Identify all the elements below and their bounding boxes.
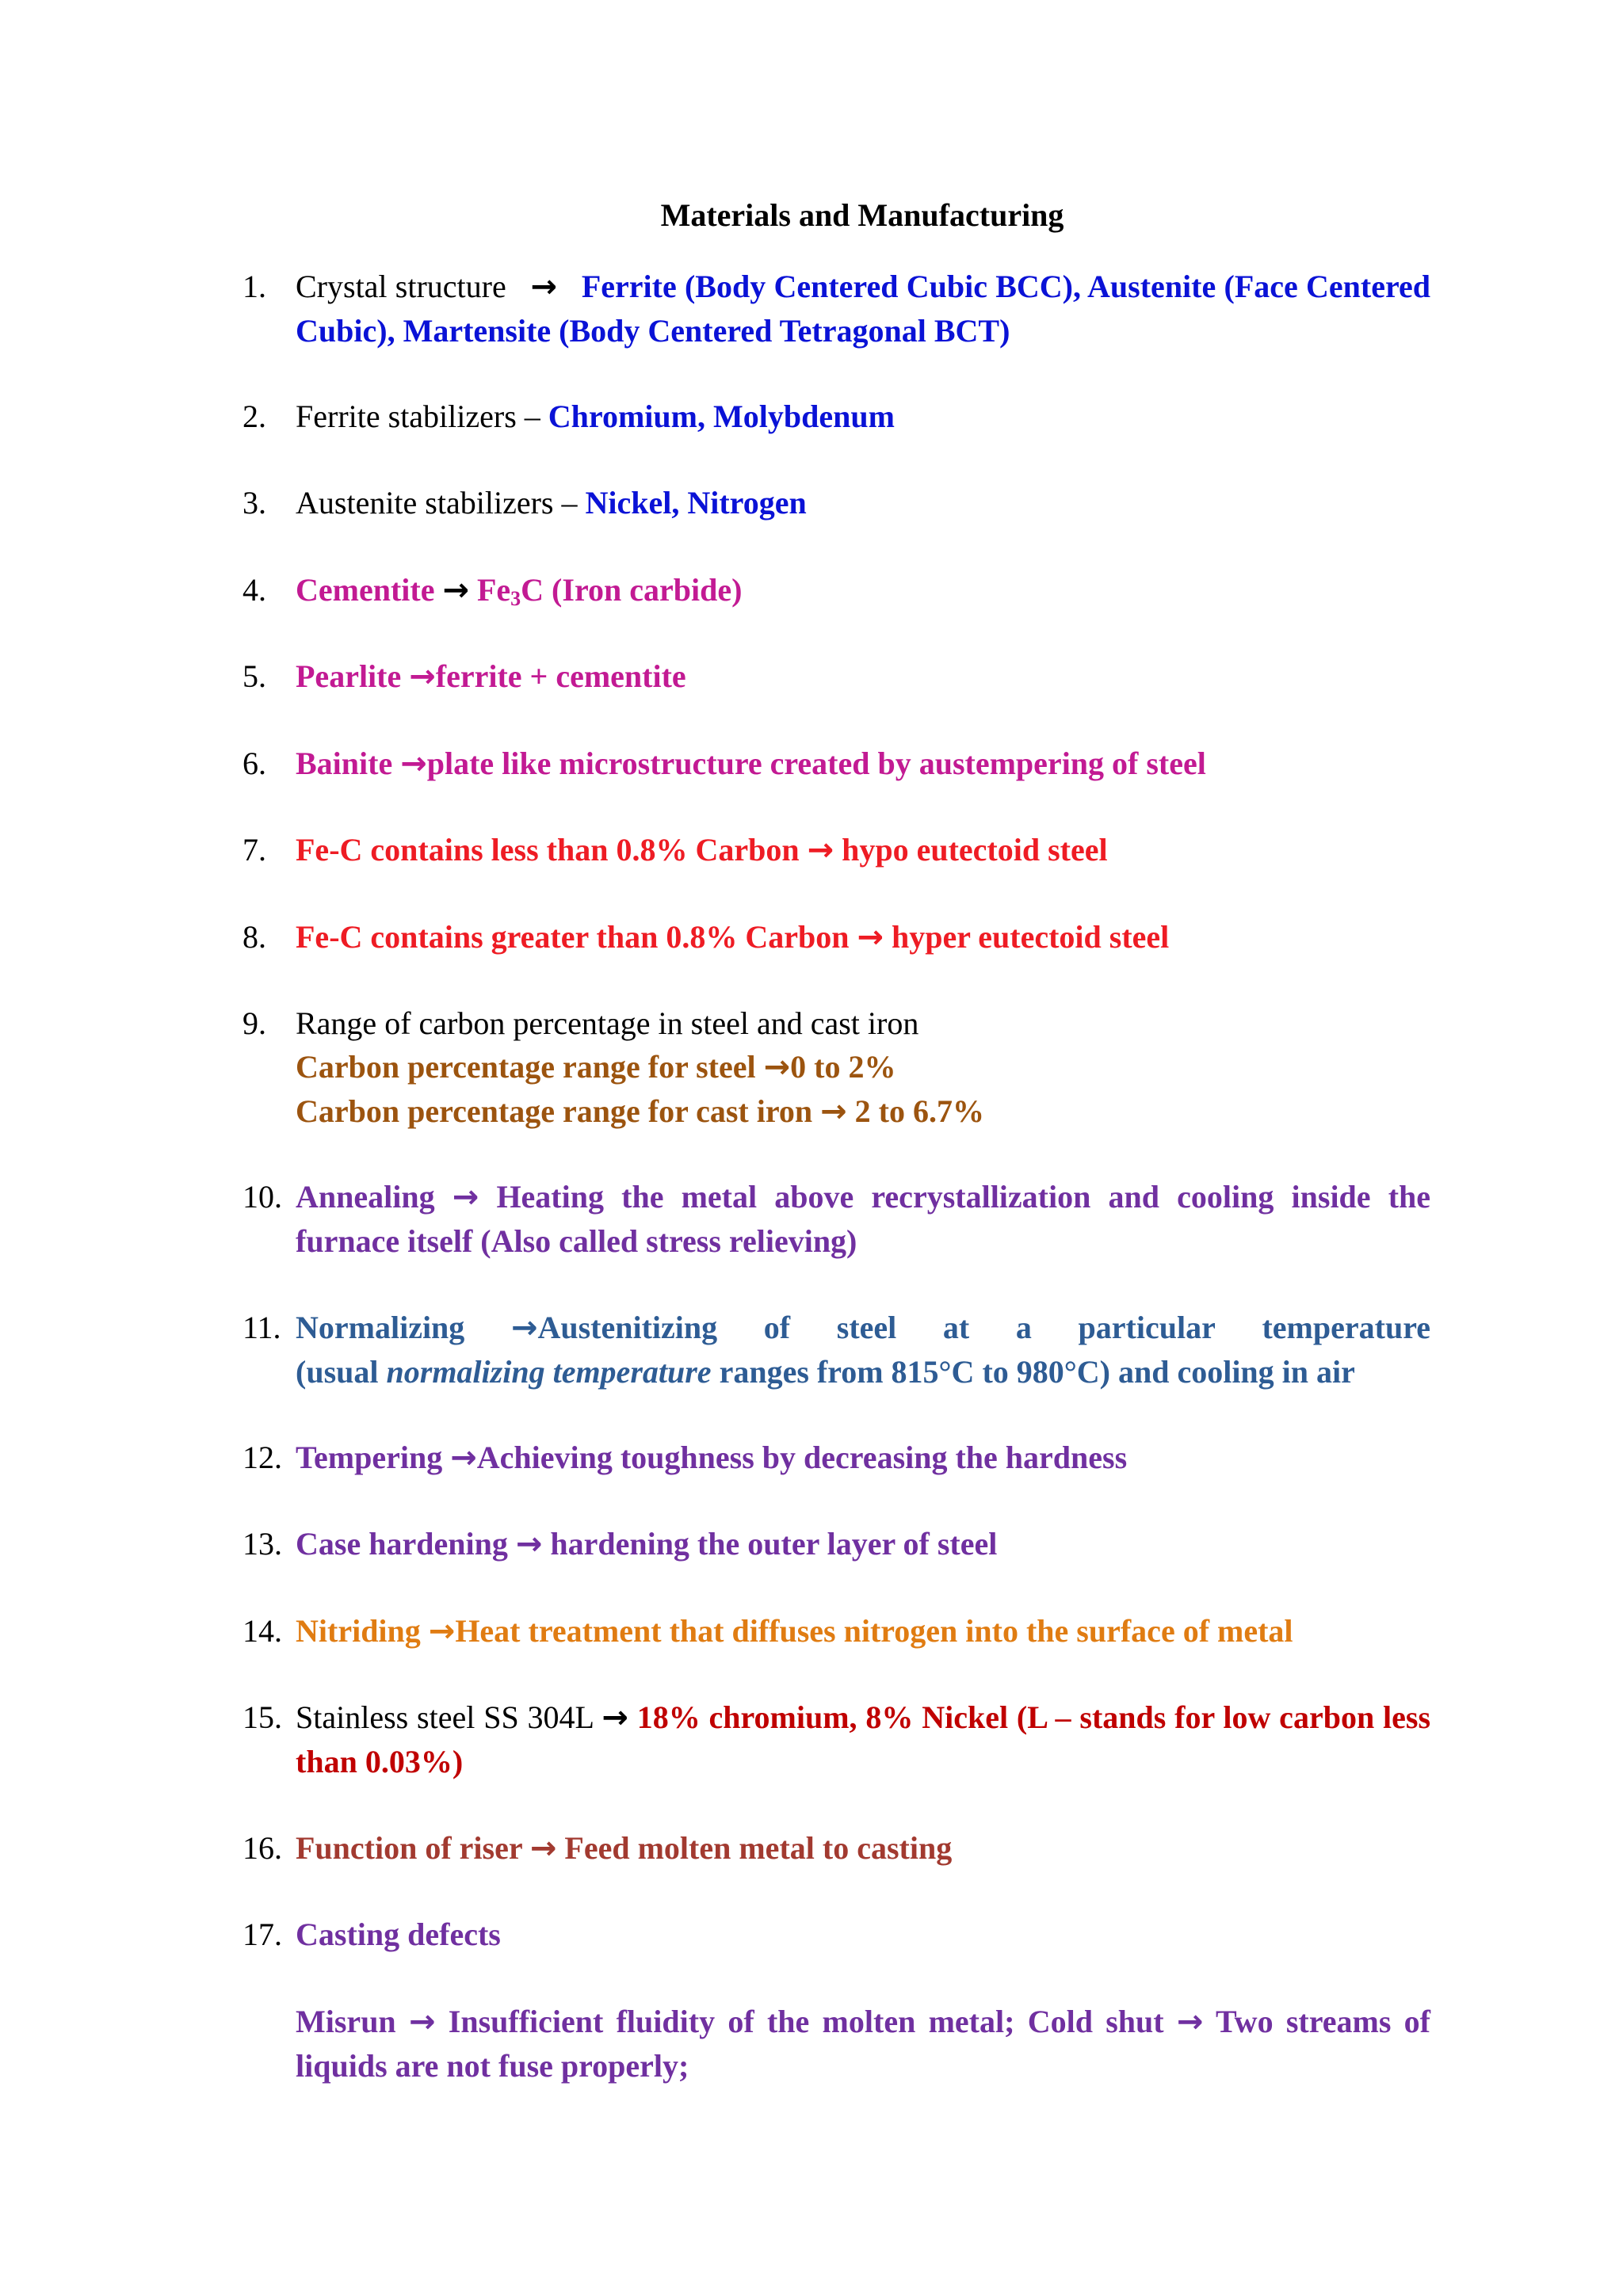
item-term: Tempering	[296, 1440, 443, 1475]
item-term: Fe-C contains less than 0.8% Carbon	[296, 832, 800, 868]
item-number: 14.	[242, 1613, 282, 1649]
item-lead: Range of carbon percentage in steel and cast iron	[296, 1005, 919, 1041]
list-item-5	[242, 654, 1430, 699]
arrow-icon: →	[807, 832, 834, 868]
arrow-icon: →	[452, 1179, 479, 1215]
item-number: 3.	[242, 485, 266, 521]
item-body	[296, 1913, 1430, 1956]
item-term: Casting defects	[296, 1917, 501, 1952]
item-body	[296, 915, 1430, 959]
item-text: $Fe_3C$ (Iron carbide)	[476, 572, 743, 610]
arrow-icon: →	[450, 1440, 477, 1476]
item-lead: Austenite stabilizers –	[296, 485, 578, 521]
item-number: 2.	[242, 399, 266, 434]
cold-shut-text: Two streams of liquids are not fuse properly;	[296, 2004, 1431, 2084]
item-body	[296, 1522, 1430, 1566]
item-lead: Crystal structure	[296, 269, 506, 304]
item-number: 5.	[242, 658, 266, 694]
arrow-icon: →	[763, 1049, 791, 1085]
item-body	[296, 568, 1430, 620]
arrow-icon: →	[857, 919, 884, 955]
list-item-8	[242, 915, 1430, 959]
item-number: 10.	[242, 1179, 282, 1215]
item-body	[296, 395, 1430, 438]
item-term: Cementite	[296, 572, 435, 608]
item-term: Annealing	[296, 1179, 435, 1215]
steel-range-line: Carbon percentage range for steel →0 to 2%	[296, 1049, 896, 1085]
arrow-icon: →	[428, 1613, 456, 1650]
item-text: 18% chromium, 8% Nickel (L – stands for low carbon less than 0.03%)	[296, 1699, 1431, 1779]
item-body	[296, 828, 1430, 872]
list-item-11	[242, 1306, 1430, 1394]
item-body	[296, 1609, 1430, 1653]
list-item-15	[242, 1695, 1430, 1783]
item-term: Bainite	[296, 746, 393, 781]
list-item-12	[242, 1436, 1430, 1480]
normalizing-first-line: Normalizing →Austenitizing of steel at a particular temperature	[296, 1306, 1430, 1350]
arrow-icon: →	[529, 1830, 557, 1867]
misrun-term: Misrun	[296, 2004, 396, 2039]
list-item-17	[242, 1913, 1430, 1956]
item-number: 11.	[242, 1310, 281, 1345]
item-number: 17.	[242, 1917, 282, 1952]
item-number: 15.	[242, 1699, 282, 1735]
list-item-3	[242, 481, 1430, 524]
item-number: 1.	[242, 269, 266, 304]
list-item-4	[242, 568, 1430, 620]
list-item-9	[242, 1001, 1430, 1134]
list-item-14	[242, 1609, 1430, 1653]
arrow-icon: →	[409, 658, 436, 695]
arrow-icon: →	[601, 1699, 628, 1736]
item-body	[296, 1306, 1430, 1394]
item-text: Feed molten metal to casting	[564, 1830, 953, 1866]
item-number: 6.	[242, 746, 266, 781]
item-term: Case hardening	[296, 1526, 508, 1562]
item-body	[296, 1826, 1430, 1871]
item-term: Normalizing	[296, 1310, 465, 1345]
normalizing-second-line: (usual normalizing temperature ranges from 815°C to 980°C) and cooling in air	[296, 1354, 1355, 1390]
list-item-6	[242, 742, 1430, 786]
item-text: ferrite + cementite	[435, 658, 686, 694]
cast-iron-range-line: Carbon percentage range for cast iron → 2 to 6.7%	[296, 1093, 984, 1130]
item-text: hyper eutectoid steel	[892, 919, 1170, 955]
item-number: 13.	[242, 1526, 282, 1562]
page-title: Materials and Manufacturing	[660, 197, 1064, 233]
item-number: 9.	[242, 1005, 266, 1041]
list-item-10	[242, 1175, 1430, 1263]
list-item-2	[242, 395, 1430, 438]
arrow-icon: →	[510, 1310, 538, 1346]
item-text: Heat treatment that diffuses nitrogen into the surface of metal	[455, 1613, 1293, 1649]
item-number: 12.	[242, 1440, 282, 1475]
item-term: Nitriding	[296, 1613, 421, 1649]
list-item-7	[242, 828, 1430, 872]
item-lead: Ferrite stabilizers –	[296, 399, 540, 434]
item-body	[296, 481, 1430, 524]
item-body	[296, 742, 1430, 786]
item-text: hypo eutectoid steel	[842, 832, 1108, 868]
item-body	[296, 1436, 1430, 1480]
item-number: 8.	[242, 919, 266, 955]
item-term: Pearlite	[296, 658, 402, 694]
arrow-icon: →	[442, 572, 469, 608]
item-text: hardening the outer layer of steel	[550, 1526, 998, 1562]
item-body	[296, 1695, 1430, 1783]
item-number: 7.	[242, 832, 266, 868]
casting-defects-detail	[242, 2000, 1430, 2088]
item-text: Nickel, Nitrogen	[585, 485, 807, 521]
item-body	[296, 654, 1430, 699]
item-text: Ferrite (Body Centered Cubic BCC), Austenite (Face Centered Cubic), Martensite (Body Centered Tetragonal BCT)	[296, 269, 1431, 349]
arrow-icon: →	[820, 1093, 847, 1130]
item-text: Achieving toughness by decreasing the hardness	[476, 1440, 1128, 1475]
arrow-icon: →	[408, 2004, 436, 2040]
item-body	[296, 2000, 1430, 2088]
list-item-16	[242, 1826, 1430, 1871]
arrow-icon: →	[400, 746, 427, 782]
item-text: plate like microstructure created by austempering of steel	[426, 746, 1206, 781]
arrow-icon: →	[530, 269, 558, 305]
item-number: 16.	[242, 1830, 282, 1866]
misrun-text: Insufficient fluidity of the molten metal; Cold shut	[448, 2004, 1164, 2039]
arrow-icon: →	[515, 1526, 543, 1562]
item-number: 4.	[242, 572, 266, 608]
item-text: Chromium, Molybdenum	[548, 399, 895, 434]
item-body	[296, 265, 1430, 353]
item-term: Function of riser	[296, 1830, 522, 1866]
list-item-1	[242, 265, 1430, 353]
item-term: Fe-C contains greater than 0.8% Carbon	[296, 919, 850, 955]
item-text: Heating the metal above recrystallization and cooling inside the furnace itself (Also called stress relieving)	[296, 1179, 1431, 1259]
list-item-13	[242, 1522, 1430, 1566]
item-body	[296, 1001, 1430, 1134]
item-body	[296, 1175, 1430, 1263]
arrow-icon: →	[1176, 2004, 1204, 2040]
item-lead: Stainless steel SS 304L	[296, 1699, 594, 1735]
